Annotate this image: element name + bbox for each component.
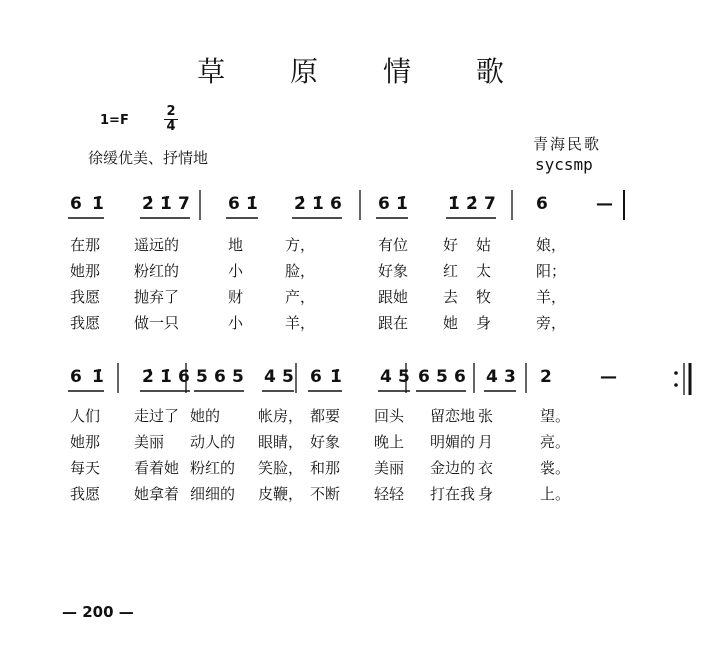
lyric-word: 皮鞭， xyxy=(258,485,304,503)
song-origin: 青海民歌 xyxy=(533,135,602,153)
lyric-word: 她那 xyxy=(70,433,101,451)
lyric-word: 晚上 xyxy=(374,433,405,451)
lyric-word: 月 xyxy=(478,433,494,451)
note: 6 xyxy=(536,194,548,214)
lyric-word: 红 xyxy=(443,262,459,280)
lyric-word: 好象 xyxy=(310,433,341,451)
note: 6 xyxy=(454,367,466,387)
lyric-word: 小 xyxy=(228,262,244,280)
note: 6 xyxy=(70,194,82,214)
lyric-word: 做一只 xyxy=(134,314,180,332)
lyric-word: 回头 xyxy=(374,407,405,425)
note: 2̇ xyxy=(294,194,306,214)
note: 1̇ xyxy=(92,194,104,214)
lyric-word: 和那 xyxy=(310,459,341,477)
lyric-word: 美丽 xyxy=(134,433,165,451)
lyric-word: 地 xyxy=(228,236,244,254)
time-signature-bottom: 4 xyxy=(166,119,176,134)
note: 1̇ xyxy=(448,194,460,214)
note: 7 xyxy=(178,194,190,214)
note: 1̇ xyxy=(92,367,104,387)
lyric-word: 身 xyxy=(476,314,492,332)
lyric-word: 太 xyxy=(476,262,492,280)
notation-staff-2 xyxy=(0,363,701,393)
lyric-word: 金边的 xyxy=(430,459,476,477)
note: 5 xyxy=(196,367,208,387)
note: — xyxy=(600,367,617,387)
lyric-word: 眼睛， xyxy=(258,433,304,451)
note: 5 xyxy=(398,367,410,387)
lyric-word: 人们 xyxy=(70,407,101,425)
lyric-word: 都要 xyxy=(310,407,341,425)
lyric-word: 轻轻 xyxy=(374,485,405,503)
lyric-word: 留恋地 xyxy=(430,407,476,425)
time-signature-top: 2 xyxy=(166,104,176,119)
note: 6 xyxy=(378,194,390,214)
note: 1̇ xyxy=(396,194,408,214)
lyric-word: 旁， xyxy=(536,314,567,332)
lyric-word: 产， xyxy=(285,288,316,306)
note: 7 xyxy=(484,194,496,214)
note: 3 xyxy=(504,367,516,387)
lyric-word: 好 xyxy=(443,236,459,254)
note: 2̇ xyxy=(466,194,478,214)
note: 6 xyxy=(330,194,342,214)
lyric-word: 笑脸， xyxy=(258,459,304,477)
tempo-marking: 徐缓优美、抒情地 xyxy=(88,149,209,167)
lyric-word: 明媚的 xyxy=(430,433,476,451)
repeat-dot xyxy=(674,383,678,387)
note: 1̇ xyxy=(246,194,258,214)
note: 4 xyxy=(486,367,498,387)
watermark: sycsmp xyxy=(535,155,593,174)
time-signature xyxy=(164,106,178,133)
lyric-word: 衣 xyxy=(478,459,494,477)
lyric-word: 她那 xyxy=(70,262,101,280)
lyric-word: 上。 xyxy=(540,485,571,503)
lyric-word: 帐房， xyxy=(258,407,304,425)
lyric-word: 看着她 xyxy=(134,459,180,477)
lyric-word: 动人的 xyxy=(190,433,236,451)
note: 2 xyxy=(540,367,552,387)
lyric-word: 美丽 xyxy=(374,459,405,477)
lyric-word: 跟她 xyxy=(378,288,409,306)
lyric-word: 她的 xyxy=(190,407,221,425)
lyric-word: 望。 xyxy=(540,407,571,425)
lyric-word: 抛弃了 xyxy=(134,288,180,306)
note: 1̇ xyxy=(330,367,342,387)
note: 6 xyxy=(228,194,240,214)
lyric-word: 细细的 xyxy=(190,485,236,503)
note: — xyxy=(596,194,613,214)
lyric-word: 去 xyxy=(443,288,459,306)
lyric-word: 好象 xyxy=(378,262,409,280)
note: 2̇ xyxy=(142,194,154,214)
lyric-word: 张 xyxy=(478,407,494,425)
note: 5 xyxy=(282,367,294,387)
notation-staff-1 xyxy=(0,190,701,220)
lyric-word: 粉红的 xyxy=(134,262,180,280)
lyric-word: 牧 xyxy=(476,288,492,306)
lyric-word: 羊， xyxy=(285,314,316,332)
lyric-word: 阳； xyxy=(536,262,567,280)
lyric-word: 我愿 xyxy=(70,288,101,306)
note: 1̇ xyxy=(160,194,172,214)
lyric-word: 粉红的 xyxy=(190,459,236,477)
note: 1̇ xyxy=(312,194,324,214)
song-title: 草 原 情 歌 xyxy=(197,55,532,88)
note: 4 xyxy=(380,367,392,387)
lyric-word: 姑 xyxy=(476,236,492,254)
lyric-word: 有位 xyxy=(378,236,409,254)
lyric-word: 羊， xyxy=(536,288,567,306)
lyric-word: 财 xyxy=(228,288,244,306)
note: 6 xyxy=(214,367,226,387)
lyric-word: 娘， xyxy=(536,236,567,254)
lyric-word: 遥远的 xyxy=(134,236,180,254)
note: 5 xyxy=(232,367,244,387)
note: 4 xyxy=(264,367,276,387)
note: 5 xyxy=(436,367,448,387)
lyric-word: 打在我 xyxy=(430,485,476,503)
note: 6 xyxy=(418,367,430,387)
lyric-word: 每天 xyxy=(70,459,101,477)
lyric-word: 她 xyxy=(443,314,459,332)
lyric-word: 我愿 xyxy=(70,485,101,503)
note: 6 xyxy=(178,367,190,387)
staff-lines-2 xyxy=(0,363,701,397)
note: 2̇ xyxy=(142,367,154,387)
note: 6 xyxy=(70,367,82,387)
repeat-dot xyxy=(674,371,678,375)
lyric-word: 亮。 xyxy=(540,433,571,451)
lyric-word: 她拿着 xyxy=(134,485,180,503)
lyric-word: 在那 xyxy=(70,236,101,254)
lyric-word: 走过了 xyxy=(134,407,180,425)
page-number: — 200 — xyxy=(62,603,134,621)
lyric-word: 不断 xyxy=(310,485,341,503)
lyric-word: 裳。 xyxy=(540,459,571,477)
lyric-word: 身 xyxy=(478,485,494,503)
lyric-word: 跟在 xyxy=(378,314,409,332)
lyric-word: 我愿 xyxy=(70,314,101,332)
lyric-word: 小 xyxy=(228,314,244,332)
lyric-word: 脸， xyxy=(285,262,316,280)
note: 6 xyxy=(310,367,322,387)
note: 1̇ xyxy=(160,367,172,387)
lyric-word: 方， xyxy=(285,236,316,254)
key-signature: 1=F xyxy=(100,113,129,128)
